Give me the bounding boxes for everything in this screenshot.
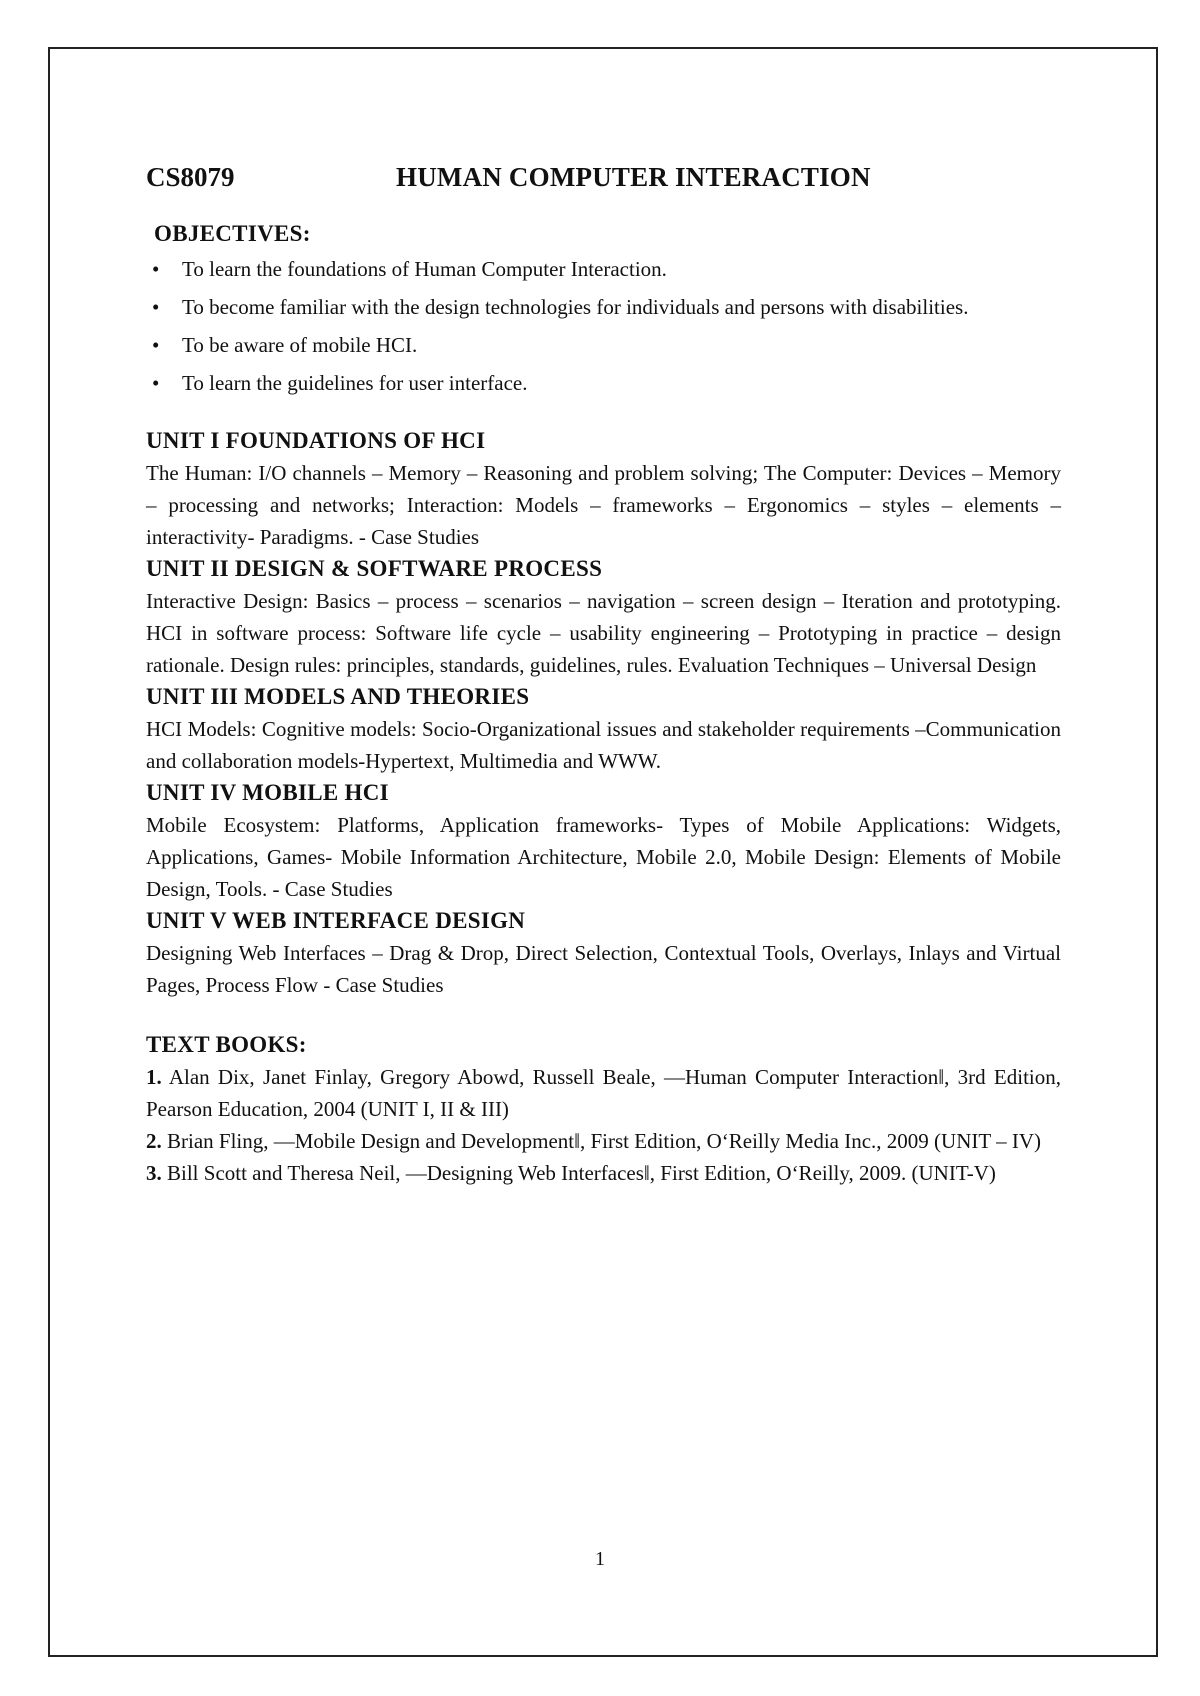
course-header — [146, 162, 1061, 193]
course-code: CS8079 — [146, 162, 235, 192]
unit-body: Interactive Design: Basics – process – scenarios – navigation – screen design – Iteration and prototyping. HCI in software process: Software life cycle – usability engineering – Prototyping in practice – design rationale. Design rules: principles, standards, guidelines, rules. Evaluation Techniques – Universal Design — [146, 589, 1061, 677]
unit-3 — [146, 681, 1061, 777]
objectives-heading: OBJECTIVES: — [154, 221, 311, 246]
bullet-icon: • — [152, 257, 160, 281]
unit-heading: UNIT III MODELS AND THEORIES — [146, 684, 530, 709]
book-number: 3. — [146, 1161, 162, 1185]
unit-1 — [146, 425, 1061, 553]
syllabus-content — [146, 162, 1061, 1189]
bullet-icon: • — [152, 295, 160, 319]
objective-item: • To become familiar with the design technologies for individuals and persons with disabilities. — [146, 291, 982, 323]
unit-body: HCI Models: Cognitive models: Socio-Organizational issues and stakeholder requirements –Communication and collaboration models-Hypertext, Multimedia and WWW. — [146, 717, 1061, 773]
book-number: 1. — [146, 1065, 162, 1089]
unit-5 — [146, 905, 1061, 1001]
unit-heading: UNIT V WEB INTERFACE DESIGN — [146, 908, 526, 933]
unit-heading: UNIT IV MOBILE HCI — [146, 780, 389, 805]
book-citation: Bill Scott and Theresa Neil, ―Designing Web Interfaces‖, First Edition, O‘Reilly, 2009. (UNIT-V) — [167, 1161, 996, 1185]
text-book-item — [146, 1061, 1061, 1125]
bullet-icon: • — [152, 371, 160, 395]
text-book-item — [146, 1157, 1061, 1189]
objectives-list — [146, 253, 1061, 399]
objective-item: • To be aware of mobile HCI. — [146, 329, 982, 361]
book-number: 2. — [146, 1129, 162, 1153]
book-citation: Brian Fling, ―Mobile Design and Development‖, First Edition, O‘Reilly Media Inc., 2009 (UNIT – IV) — [167, 1129, 1041, 1153]
text-books — [146, 1029, 1061, 1189]
text-books-heading: TEXT BOOKS: — [146, 1032, 307, 1057]
unit-body: Mobile Ecosystem: Platforms, Application frameworks- Types of Mobile Applications: Widgets, Applications, Games- Mobile Information Architecture, Mobile 2.0, Mobile Design: Elements of Mobile Design, Tools. - Case Studies — [146, 813, 1061, 901]
objective-item: • To learn the guidelines for user interface. — [146, 367, 982, 399]
text-book-item — [146, 1125, 1061, 1157]
objective-item: • To learn the foundations of Human Computer Interaction. — [146, 253, 982, 285]
book-citation: Alan Dix, Janet Finlay, Gregory Abowd, Russell Beale, ―Human Computer Interaction‖, 3rd Edition, Pearson Education, 2004 (UNIT I, II & III) — [146, 1065, 1061, 1121]
unit-body: Designing Web Interfaces – Drag & Drop, Direct Selection, Contextual Tools, Overlays, Inlays and Virtual Pages, Process Flow - Case Studies — [146, 941, 1061, 997]
bullet-icon: • — [152, 333, 160, 357]
course-title: HUMAN COMPUTER INTERACTION — [396, 162, 871, 192]
unit-heading: UNIT I FOUNDATIONS OF HCI — [146, 428, 486, 453]
unit-heading: UNIT II DESIGN & SOFTWARE PROCESS — [146, 556, 603, 581]
unit-2 — [146, 553, 1061, 681]
unit-4 — [146, 777, 1061, 905]
unit-body: The Human: I/O channels – Memory – Reasoning and problem solving; The Computer: Devices – Memory – processing and networks; Interaction: Models – frameworks – Ergonomics – styles – elements – interactivity- Paradigms. - Case Studies — [146, 461, 1061, 549]
page-number: 1 — [595, 1548, 605, 1570]
